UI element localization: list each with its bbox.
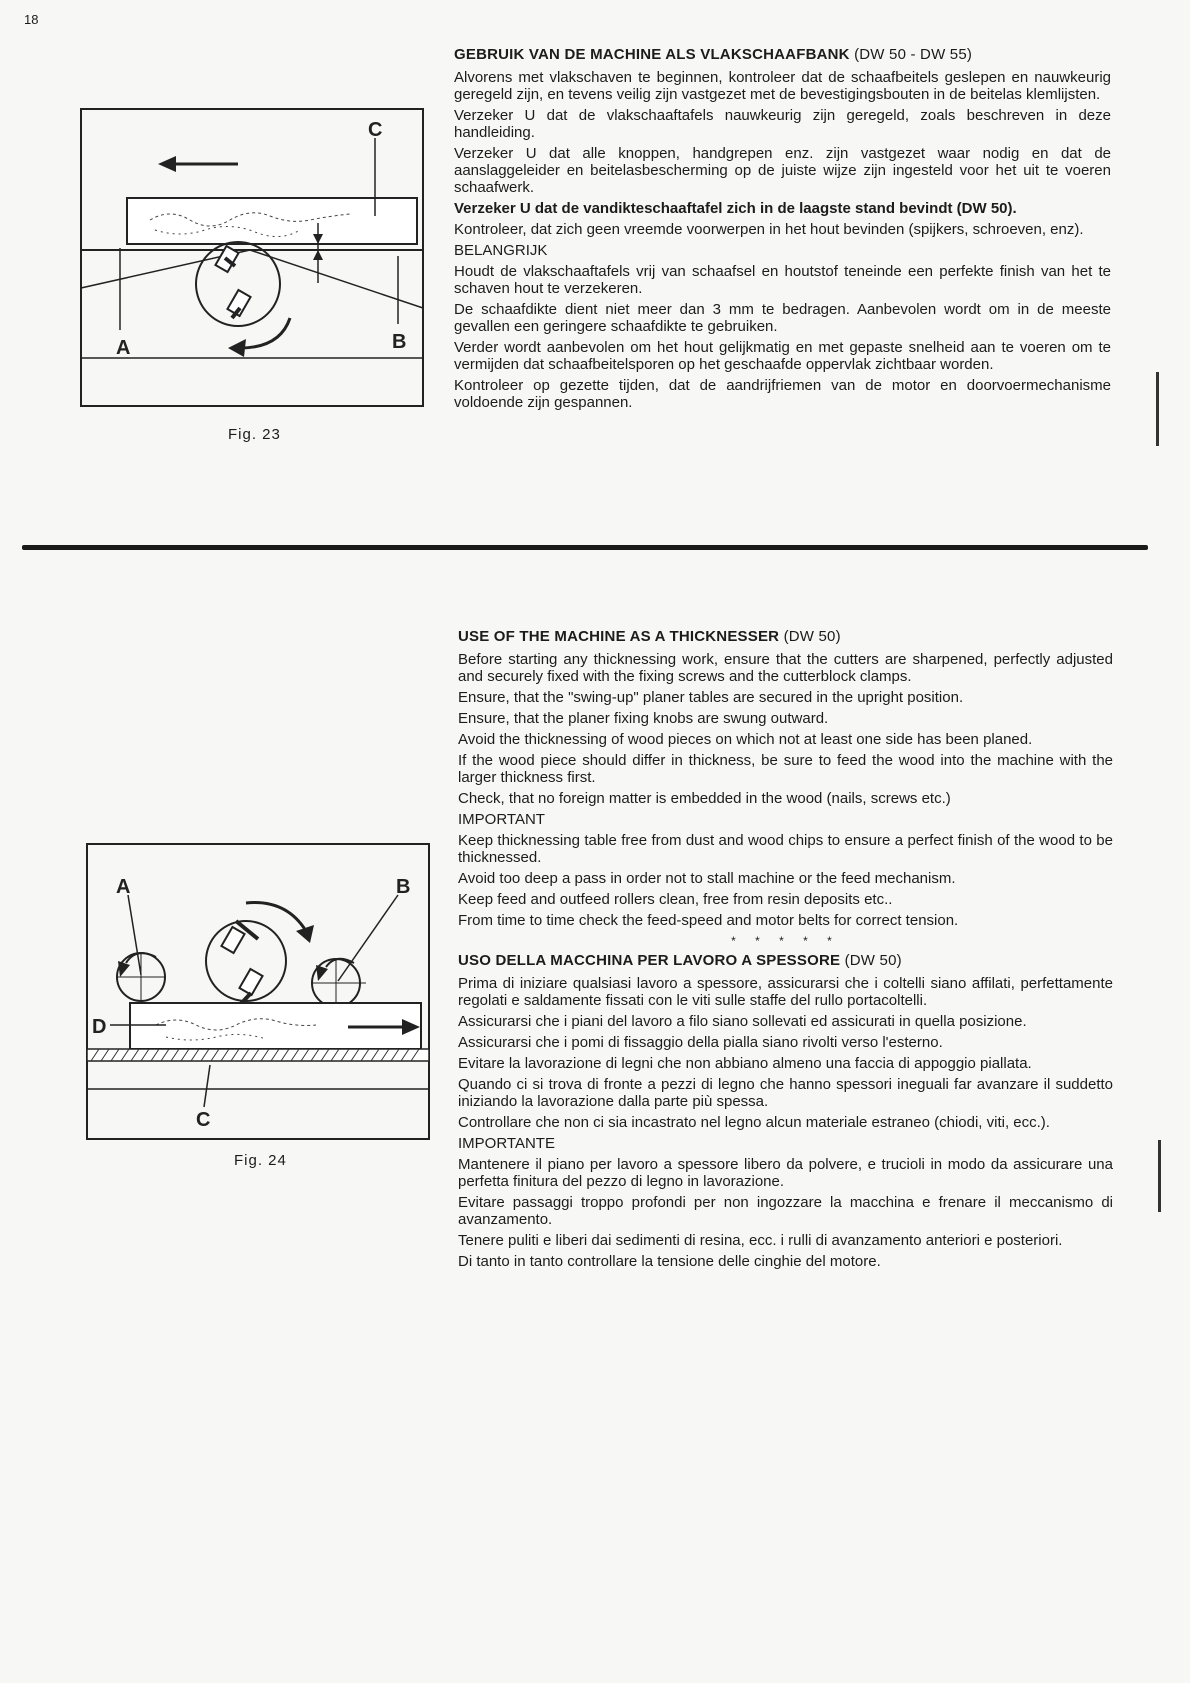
dutch-title xyxy=(454,46,1111,63)
english-title xyxy=(458,628,1113,645)
italian-paragraph: Evitare la lavorazione di legni che non abbiano almeno una faccia di appoggio piallata. xyxy=(458,1055,1032,1072)
fig23-label-a: A xyxy=(116,337,131,359)
fig23-label-c: C xyxy=(368,119,383,141)
scan-edge-mark xyxy=(1158,1140,1161,1212)
dutch-paragraph: Alvorens met vlakschaven te beginnen, kontroleer dat de schaafbeitels geslepen en nauwkeurig geregeld zijn, en tevens veilig zijn vastgezet met de bevestigingsbouten in de beitelas klemlijsten. xyxy=(454,69,1111,103)
english-important-paragraph: Keep feed and outfeed rollers clean, free from resin deposits etc.. xyxy=(458,891,893,908)
dutch-paragraph: Verzeker U dat de vlakschaaftafels nauwkeurig zijn geregeld, zoals beschreven in deze handleiding. xyxy=(454,107,1111,141)
italian-paragraph: Prima di iniziare qualsiasi lavoro a spessore, assicurarsi che i coltelli siano affilati, perfettamente regolati e saldamente fissati con le viti sulle staffe del rullo portacoltelli. xyxy=(458,975,1113,1009)
fig23-label-b: B xyxy=(392,331,407,353)
dutch-title-text: GEBRUIK VAN DE MACHINE ALS VLAKSCHAAFBANK xyxy=(454,46,850,63)
italian-paragraph: Assicurarsi che i pomi di fissaggio della pialla siano rivolti verso l'esterno. xyxy=(458,1034,943,1051)
fig24-label-b: B xyxy=(396,876,411,898)
figure-23-diagram xyxy=(80,108,425,408)
english-italian-section xyxy=(458,628,1113,1274)
italian-model: (DW 50) xyxy=(844,952,902,969)
italian-paragraph: Assicurarsi che i piani del lavoro a filo siano sollevati ed assicurati in quella posizione. xyxy=(458,1013,1027,1030)
italian-paragraph: Controllare che non ci sia incastrato nel legno alcun materiale estraneo (chiodi, viti, ecc.). xyxy=(458,1114,1050,1131)
english-paragraph: Avoid the thicknessing of wood pieces on which not at least one side has been planed. xyxy=(458,731,1033,748)
figure-24-diagram xyxy=(86,843,431,1141)
english-paragraph: Ensure, that the "swing-up" planer tables are secured in the upright position. xyxy=(458,689,964,706)
section-separator-stars: * * * * * xyxy=(731,934,840,948)
fig24-label-d: D xyxy=(92,1016,107,1038)
dutch-important-paragraph: Verder wordt aanbevolen om het hout gelijkmatig en met gepaste snelheid aan te voeren om te vermijden dat schaafbeitelsporen op het geschaafde oppervlak zichtbaar worden. xyxy=(454,339,1111,373)
english-paragraph: Ensure, that the planer fixing knobs are swung outward. xyxy=(458,710,829,727)
dutch-paragraph-bold: Verzeker U dat de vandikteschaaftafel zich in de laagste stand bevindt (DW 50). xyxy=(454,200,1017,217)
section-divider xyxy=(22,545,1148,550)
english-paragraph: Before starting any thicknessing work, ensure that the cutters are sharpened, perfectly adjusted and securely fixed with the fixing screws and the cutterblock clamps. xyxy=(458,651,1113,685)
fig24-label-a: A xyxy=(116,876,131,898)
english-important-paragraph: From time to time check the feed-speed and motor belts for correct tension. xyxy=(458,912,959,929)
italian-important-paragraph: Di tanto in tanto controllare la tensione delle cinghie del motore. xyxy=(458,1253,881,1270)
italian-important-label: IMPORTANTE xyxy=(458,1135,555,1152)
english-paragraph: If the wood piece should differ in thickness, be sure to feed the wood into the machine with the larger thickness first. xyxy=(458,752,1113,786)
page-number: 18 xyxy=(24,12,39,27)
italian-important-paragraph: Evitare passaggi troppo profondi per non ingozzare la macchina e frenare il meccanismo di avanzamento. xyxy=(458,1194,1113,1228)
italian-title xyxy=(458,952,1113,969)
scan-edge-mark xyxy=(1156,372,1159,446)
english-important-label: IMPORTANT xyxy=(458,811,545,828)
dutch-paragraph: Verzeker U dat alle knoppen, handgrepen enz. zijn vastgezet waar nodig en dat de aanslaggeleider en beitelasbescherming op de juiste wijze zijn ingesteld voor het uit te voeren schaafwerk. xyxy=(454,145,1111,196)
dutch-section xyxy=(454,46,1111,415)
english-title-text: USE OF THE MACHINE AS A THICKNESSER xyxy=(458,628,780,645)
italian-paragraph: Quando ci si trova di fronte a pezzi di legno che hanno spessori ineguali far avanzare il suddetto iniziando la lavorazione dalla parte più spessa. xyxy=(458,1076,1113,1110)
figure-24-caption: Fig. 24 xyxy=(234,1152,287,1169)
dutch-important-paragraph: Houdt de vlakschaaftafels vrij van schaafsel en houtstof teneinde een perfekte finish van het te schaven hout te verzekeren. xyxy=(454,263,1111,297)
figure-23-caption: Fig. 23 xyxy=(228,426,281,443)
italian-title-text: USO DELLA MACCHINA PER LAVORO A SPESSORE xyxy=(458,952,841,969)
english-model: (DW 50) xyxy=(783,628,841,645)
dutch-model: (DW 50 - DW 55) xyxy=(854,46,973,63)
italian-important-paragraph: Mantenere il piano per lavoro a spessore libero da polvere, e trucioli in modo da assicurare una perfetta finitura del pezzo di legno in lavorazione. xyxy=(458,1156,1113,1190)
english-important-paragraph: Keep thicknessing table free from dust and wood chips to ensure a perfect finish of the wood to be thicknessed. xyxy=(458,832,1113,866)
dutch-paragraph: Kontroleer, dat zich geen vreemde voorwerpen in het hout bevinden (spijkers, schroeven, enz). xyxy=(454,221,1084,238)
italian-important-paragraph: Tenere puliti e liberi dai sedimenti di resina, ecc. i rulli di avanzamento anteriori e posteriori. xyxy=(458,1232,1063,1249)
fig24-label-c: C xyxy=(196,1109,211,1131)
dutch-important-paragraph: Kontroleer op gezette tijden, dat de aandrijfriemen van de motor en doorvoermechanisme voldoende zijn gespannen. xyxy=(454,377,1111,411)
dutch-important-label: BELANGRIJK xyxy=(454,242,548,259)
dutch-important-paragraph: De schaafdikte dient niet meer dan 3 mm te bedragen. Aanbevolen wordt om in de meeste gevallen een geringere schaafdikte te gebruiken. xyxy=(454,301,1111,335)
english-paragraph: Check, that no foreign matter is embedded in the wood (nails, screws etc.) xyxy=(458,790,951,807)
english-important-paragraph: Avoid too deep a pass in order not to stall machine or the feed mechanism. xyxy=(458,870,956,887)
